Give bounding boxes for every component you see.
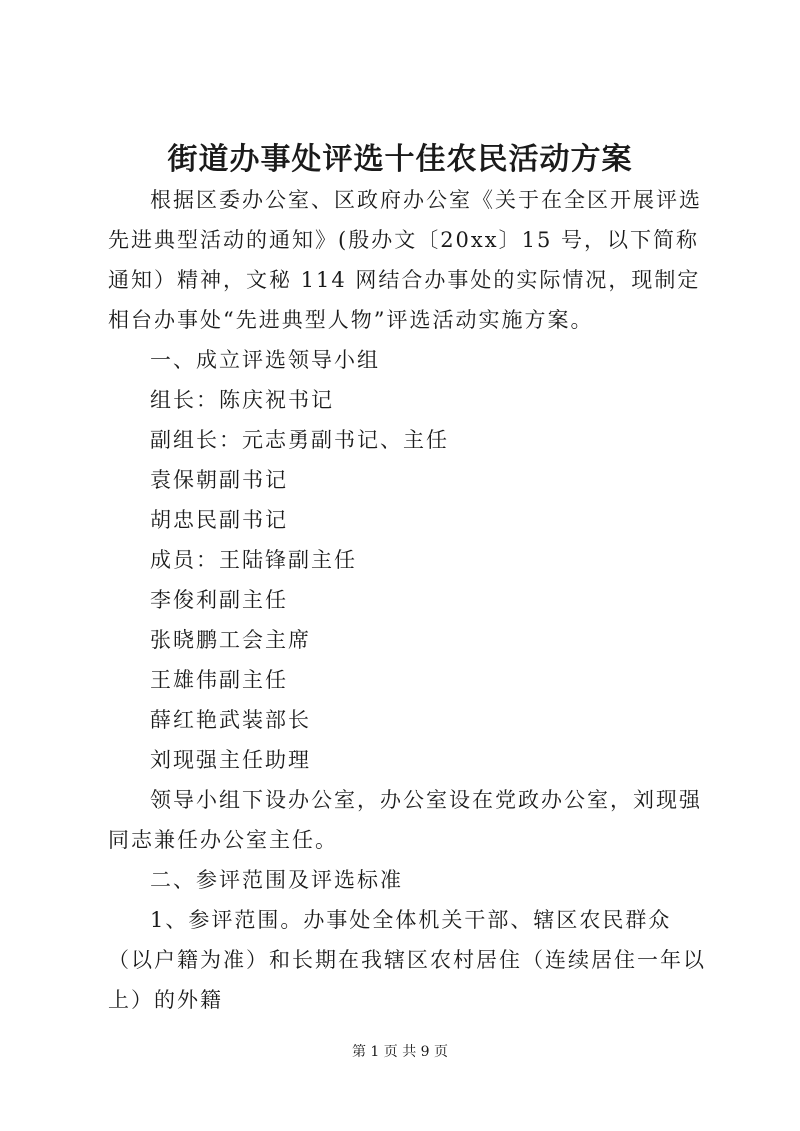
section-heading-1: 一、成立评选领导小组 <box>150 348 380 372</box>
paragraph-office: 领导小组下设办公室，办公室设在党政办公室，刘现强同志兼任办公室主任。 <box>108 788 702 852</box>
list-item: 刘现强主任助理 <box>150 748 311 772</box>
document-title: 街道办事处评选十佳农民活动方案 <box>167 142 633 177</box>
list-item: 薛红艳武装部长 <box>150 708 311 732</box>
section-heading-2: 二、参评范围及评选标准 <box>150 868 403 892</box>
list-item: 胡忠民副书记 <box>150 508 288 532</box>
list-item: 李俊利副主任 <box>150 588 288 612</box>
paragraph-scope: 1、参评范围。办事处全体机关干部、辖区农民群众（以户籍为准）和长期在我辖区农村居住（连续居住一年以上）的外籍 <box>108 908 706 1012</box>
list-item: 袁保朝副书记 <box>150 468 288 492</box>
list-item: 副组长：元志勇副书记、主任 <box>150 428 449 452</box>
page-footer: 第 1 页 共 9 页 <box>351 1044 449 1060</box>
document-body <box>108 180 714 1020</box>
list-item: 成员：王陆锋副主任 <box>150 548 357 572</box>
list-item: 张晓鹏工会主席 <box>150 628 311 652</box>
list-item: 组长：陈庆祝书记 <box>150 388 334 412</box>
list-item: 王雄伟副主任 <box>150 668 288 692</box>
paragraph-intro: 根据区委办公室、区政府办公室《关于在全区开展评选先进典型活动的通知》(殷办文〔20xx〕15 号，以下简称通知）精神，文秘 114 网结合办事处的实际情况，现制定相台办事处“先进典型人物”评选活动实施方案。 <box>108 188 702 332</box>
